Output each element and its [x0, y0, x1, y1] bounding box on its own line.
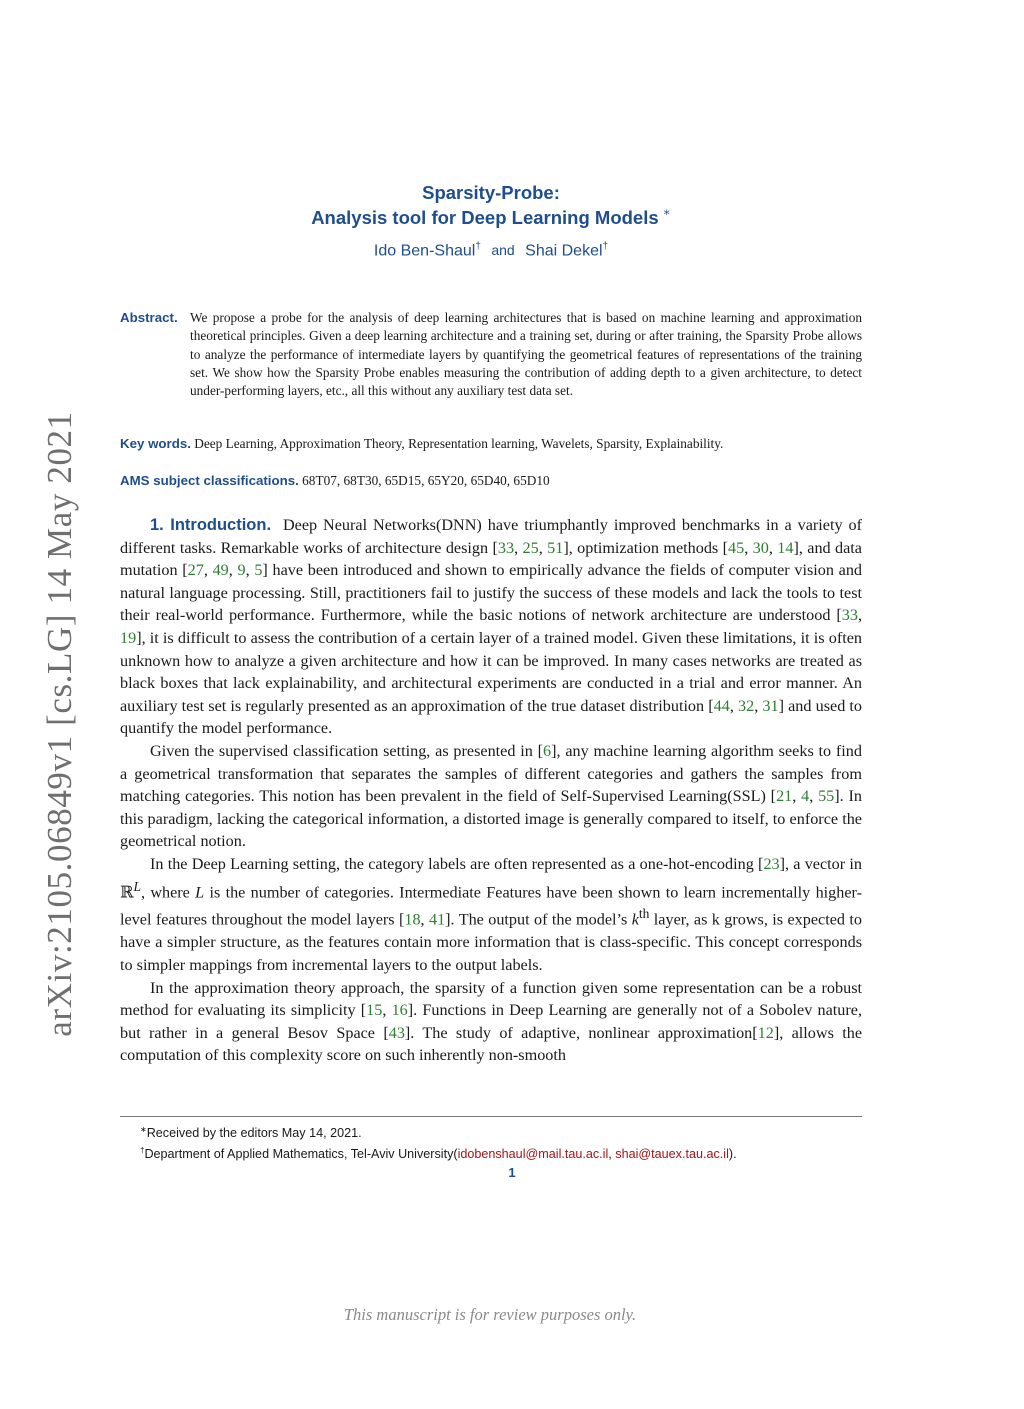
paragraph-text: ]. The output of the model’s — [445, 910, 632, 929]
citation-link[interactable]: 6 — [543, 741, 552, 760]
author-name: Ido Ben-Shaul — [373, 242, 476, 260]
math-superscript: th — [638, 906, 650, 922]
citation-link[interactable]: 31 — [762, 696, 779, 715]
paragraph: 1. Introduction. Deep Neural Networks(DNN) have triumphantly improved benchmarks in a variety of different tasks. Remarkable works of architecture design [33, 25, 51], optimization methods [45, 30, 14], and data mutation [27, 49, 9, 5] have been introduced and shown to empirically advance the fields of computer vision and natural language processing. Still, practitioners fail to justify the success of these models and lack the tools to test their real-world performance. Furthermore, while the basic notions of network architecture are understood [33, 19], it is difficult to assess the contribution of a certain layer of a trained model. Given these limitations, it is often unknown how to analyze a given architecture and how it can be improved. In many cases networks are treated as black boxes that lack explainability, and architectural experiments are conducted in a trial and error manner. An auxiliary test set is regularly presented as an approximation of the true dataset distribution [44, 32, 31] and used to quantify the model performance. — [120, 516, 863, 738]
citation-link[interactable]: 27 — [187, 561, 204, 580]
math-variable: L — [195, 882, 205, 901]
paragraph-text: , where — [140, 882, 196, 901]
title-footnote-marker[interactable]: ∗ — [662, 205, 671, 219]
paragraph-text: is the number of categories. Intermediate Features have been shown to learn incrementally higher-level features throughout the model layers [ — [120, 882, 862, 929]
footnote-received — [120, 1121, 862, 1142]
paragraph-text: ], any machine learning algorithm seeks to find a geometrical transformation that separates the samples of different categories and gathers the samples from matching categories. This notion has been prevalent in the field of Self-Supervised Learning(SSL) [ — [120, 741, 862, 806]
introduction-section — [120, 514, 862, 1067]
citation-link[interactable]: 16 — [391, 1001, 408, 1020]
section-heading: 1. Introduction. — [150, 516, 272, 534]
citation-link[interactable]: 49 — [212, 561, 229, 580]
footnote-divider — [120, 1116, 862, 1117]
abstract-label: Abstract. — [120, 310, 178, 325]
paper-title-line-2-wrap — [120, 205, 862, 230]
keywords-label: Key words. — [120, 436, 191, 451]
keywords-text: Deep Learning, Approximation Theory, Representation learning, Wavelets, Sparsity, Explainability. — [194, 436, 724, 451]
paragraph-text: ]. The study of adaptive, nonlinear approximation[ — [404, 1023, 758, 1042]
citation-link[interactable]: 15 — [366, 1001, 383, 1020]
citation-link[interactable]: 12 — [757, 1023, 774, 1042]
abstract — [120, 309, 862, 400]
keywords — [120, 436, 862, 452]
author-name: Shai Dekel — [525, 242, 603, 260]
footnote-marker: ∗ — [140, 1125, 147, 1134]
paragraph-text: Given the supervised classification setting, as presented in [ — [150, 741, 544, 760]
footnote-text: Department of Applied Mathematics, Tel-Aviv University( — [144, 1147, 458, 1162]
paragraph: Given the supervised classification setting, as presented in [6], any machine learning algorithm seeks to find a geometrical transformation that separates the samples of different categories and gathers the samples from matching categories. This notion has been prevalent in the field of Self-Supervised Learning(SSL) [21, 4, 55]. In this paradigm, lacking the categorical information, a distorted image is generally compared to itself, to enforce the geometrical notion. — [120, 741, 862, 851]
footnotes — [120, 1121, 862, 1163]
footnote-text: Received by the editors May 14, 2021. — [146, 1126, 362, 1141]
citation-link[interactable]: 19 — [120, 628, 137, 647]
citation-link[interactable]: 18 — [404, 910, 421, 929]
paragraph-text: Deep Neural Networks(DNN) have triumphantly improved benchmarks in a variety of different tasks. Remarkable works of architecture design [ — [120, 516, 862, 557]
paragraph: In the approximation theory approach, the sparsity of a function given some representation can be a robust method for evaluating its simplicity [15, 16]. Functions in Deep Learning are generally not of a Sobolev nature, but rather in a general Besov Space [43]. The study of adaptive, nonlinear approximation[12], allows the computation of this complexity score on such inherently non-smooth — [120, 978, 863, 1065]
citation-link[interactable]: 44 — [713, 696, 730, 715]
citation-link[interactable]: 14 — [777, 538, 794, 557]
email-link[interactable]: shai@tauex.tau.ac.il — [615, 1147, 729, 1162]
citation-link[interactable]: 33 — [841, 606, 858, 625]
citation-link[interactable]: 25 — [522, 538, 539, 557]
citation-link[interactable]: 43 — [388, 1023, 405, 1042]
paragraph-text: ]. Functions in Deep Learning are generally not of a Sobolev nature, but rather in a general Besov Space [ — [120, 1001, 862, 1042]
citation-link[interactable]: 21 — [776, 787, 793, 806]
authors — [120, 241, 862, 260]
citation-link[interactable]: 45 — [728, 538, 745, 557]
email-link[interactable]: idobenshaul@mail.tau.ac.il — [457, 1147, 609, 1162]
citation-link[interactable]: 33 — [497, 538, 515, 557]
paragraph-text: ], allows the computation of this complexity score on such inherently non-smooth — [120, 1023, 863, 1065]
ams-classifications — [120, 473, 862, 489]
paper-title-line-2: Analysis tool for Deep Learning Models — [311, 207, 659, 228]
paragraph-text: In the Deep Learning setting, the category labels are often represented as a one-hot-encoding [ — [150, 854, 764, 873]
footnote-affiliation — [120, 1142, 862, 1163]
paragraph-text: ], a vector in — [779, 854, 862, 873]
math-variable: k — [631, 910, 639, 929]
footnote-marker: † — [140, 1146, 145, 1156]
author-affiliation-marker[interactable]: † — [475, 241, 481, 252]
math-superscript: L — [133, 878, 141, 894]
citation-link[interactable]: 55 — [818, 787, 835, 806]
paragraph-text: ]. In this paradigm, lacking the categorical information, a distorted image is generally compared to itself, to enforce the geometrical notion. — [120, 787, 862, 851]
paragraph-text: ] have been introduced and shown to empirically advance the fields of computer vision and natural language processing. Still, practitioners fail to justify the success of these models and lack the tools to test their real-world performance. Furthermore, while the basic notions of network architecture are understood [ — [120, 561, 863, 625]
citation-link[interactable]: 5 — [254, 561, 263, 580]
footnote-text: ). — [728, 1147, 737, 1162]
author-conjunction: and — [491, 242, 515, 259]
citation-link[interactable]: 51 — [547, 538, 564, 557]
paragraph-text: ], optimization methods [ — [563, 538, 728, 557]
abstract-text: We propose a probe for the analysis of deep learning architectures that is based on machine learning and approximation theoretical principles. Given a deep learning architecture and a training set, during or after training, the Sparsity Probe allows to analyze the performance of intermediate layers by quantifying the geometrical features of representations of the training set. We show how the Sparsity Probe enables measuring the contribution of adding depth to a given architecture, to detect under-performing layers, etc., all this without any auxiliary test data set. — [190, 310, 862, 399]
review-watermark-note: This manuscript is for review purposes only. — [343, 1305, 637, 1324]
title-block — [120, 180, 862, 260]
abstract-body — [120, 309, 862, 400]
ams-label: AMS subject classifications. — [120, 473, 299, 488]
paper-title-line-1: Sparsity-Probe: — [422, 182, 560, 203]
paragraph-text: ] and used to quantify the model performance. — [120, 696, 863, 738]
author-affiliation-marker[interactable]: † — [602, 241, 609, 252]
footnote-separator: , — [608, 1147, 616, 1162]
citation-link[interactable]: 4 — [801, 787, 810, 806]
paragraph: In the Deep Learning setting, the category labels are often represented as a one-hot-encoding [23], a vector in ℝ$^L$, where L is the number of categories. Intermediate Features have been shown to learn incrementally higher-level features throughout the model layers [18, 41]. The output of the model’s $k^{th}$ layer, as k grows, is expected to have a simpler structure, as the features contain more information that is class-specific. This concept corresponds to simpler mappings from incremental layers to the output labels. — [120, 854, 862, 975]
page-number: 1 — [508, 1165, 516, 1180]
citation-link[interactable]: 9 — [237, 561, 246, 580]
arxiv-identifier-stamp: arXiv:2105.06849v1 [cs.LG] 14 May 2021 — [40, 411, 79, 1037]
paragraph-text: ], and data mutation [ — [120, 538, 862, 580]
math-real-space: ℝ — [120, 882, 134, 901]
paragraph-text: ], it is difficult to assess the contribution of a certain layer of a trained model. Given these limitations, it is often unknown how to analyze a given architecture and how it can be improved. In many cases networks are treated as black boxes that lack explainability, and architectural experiments are conducted in a trial and error manner. An auxiliary test set is regularly presented as an approximation of the true dataset distribution [ — [120, 628, 862, 715]
paragraph-text: In the approximation theory approach, the sparsity of a function given some representation can be a robust method for evaluating its simplicity [ — [120, 978, 862, 1020]
paragraph-text: layer, as k grows, is expected to have a simpler structure, as the features contain more information that is class-specific. This concept corresponds to simpler mappings from incremental layers to the output labels. — [120, 910, 862, 975]
citation-link[interactable]: 30 — [752, 538, 769, 557]
ams-text: 68T07, 68T30, 65D15, 65Y20, 65D40, 65D10 — [302, 473, 550, 488]
citation-link[interactable]: 23 — [763, 854, 780, 873]
citation-link[interactable]: 41 — [428, 910, 446, 929]
citation-link[interactable]: 32 — [738, 696, 755, 715]
